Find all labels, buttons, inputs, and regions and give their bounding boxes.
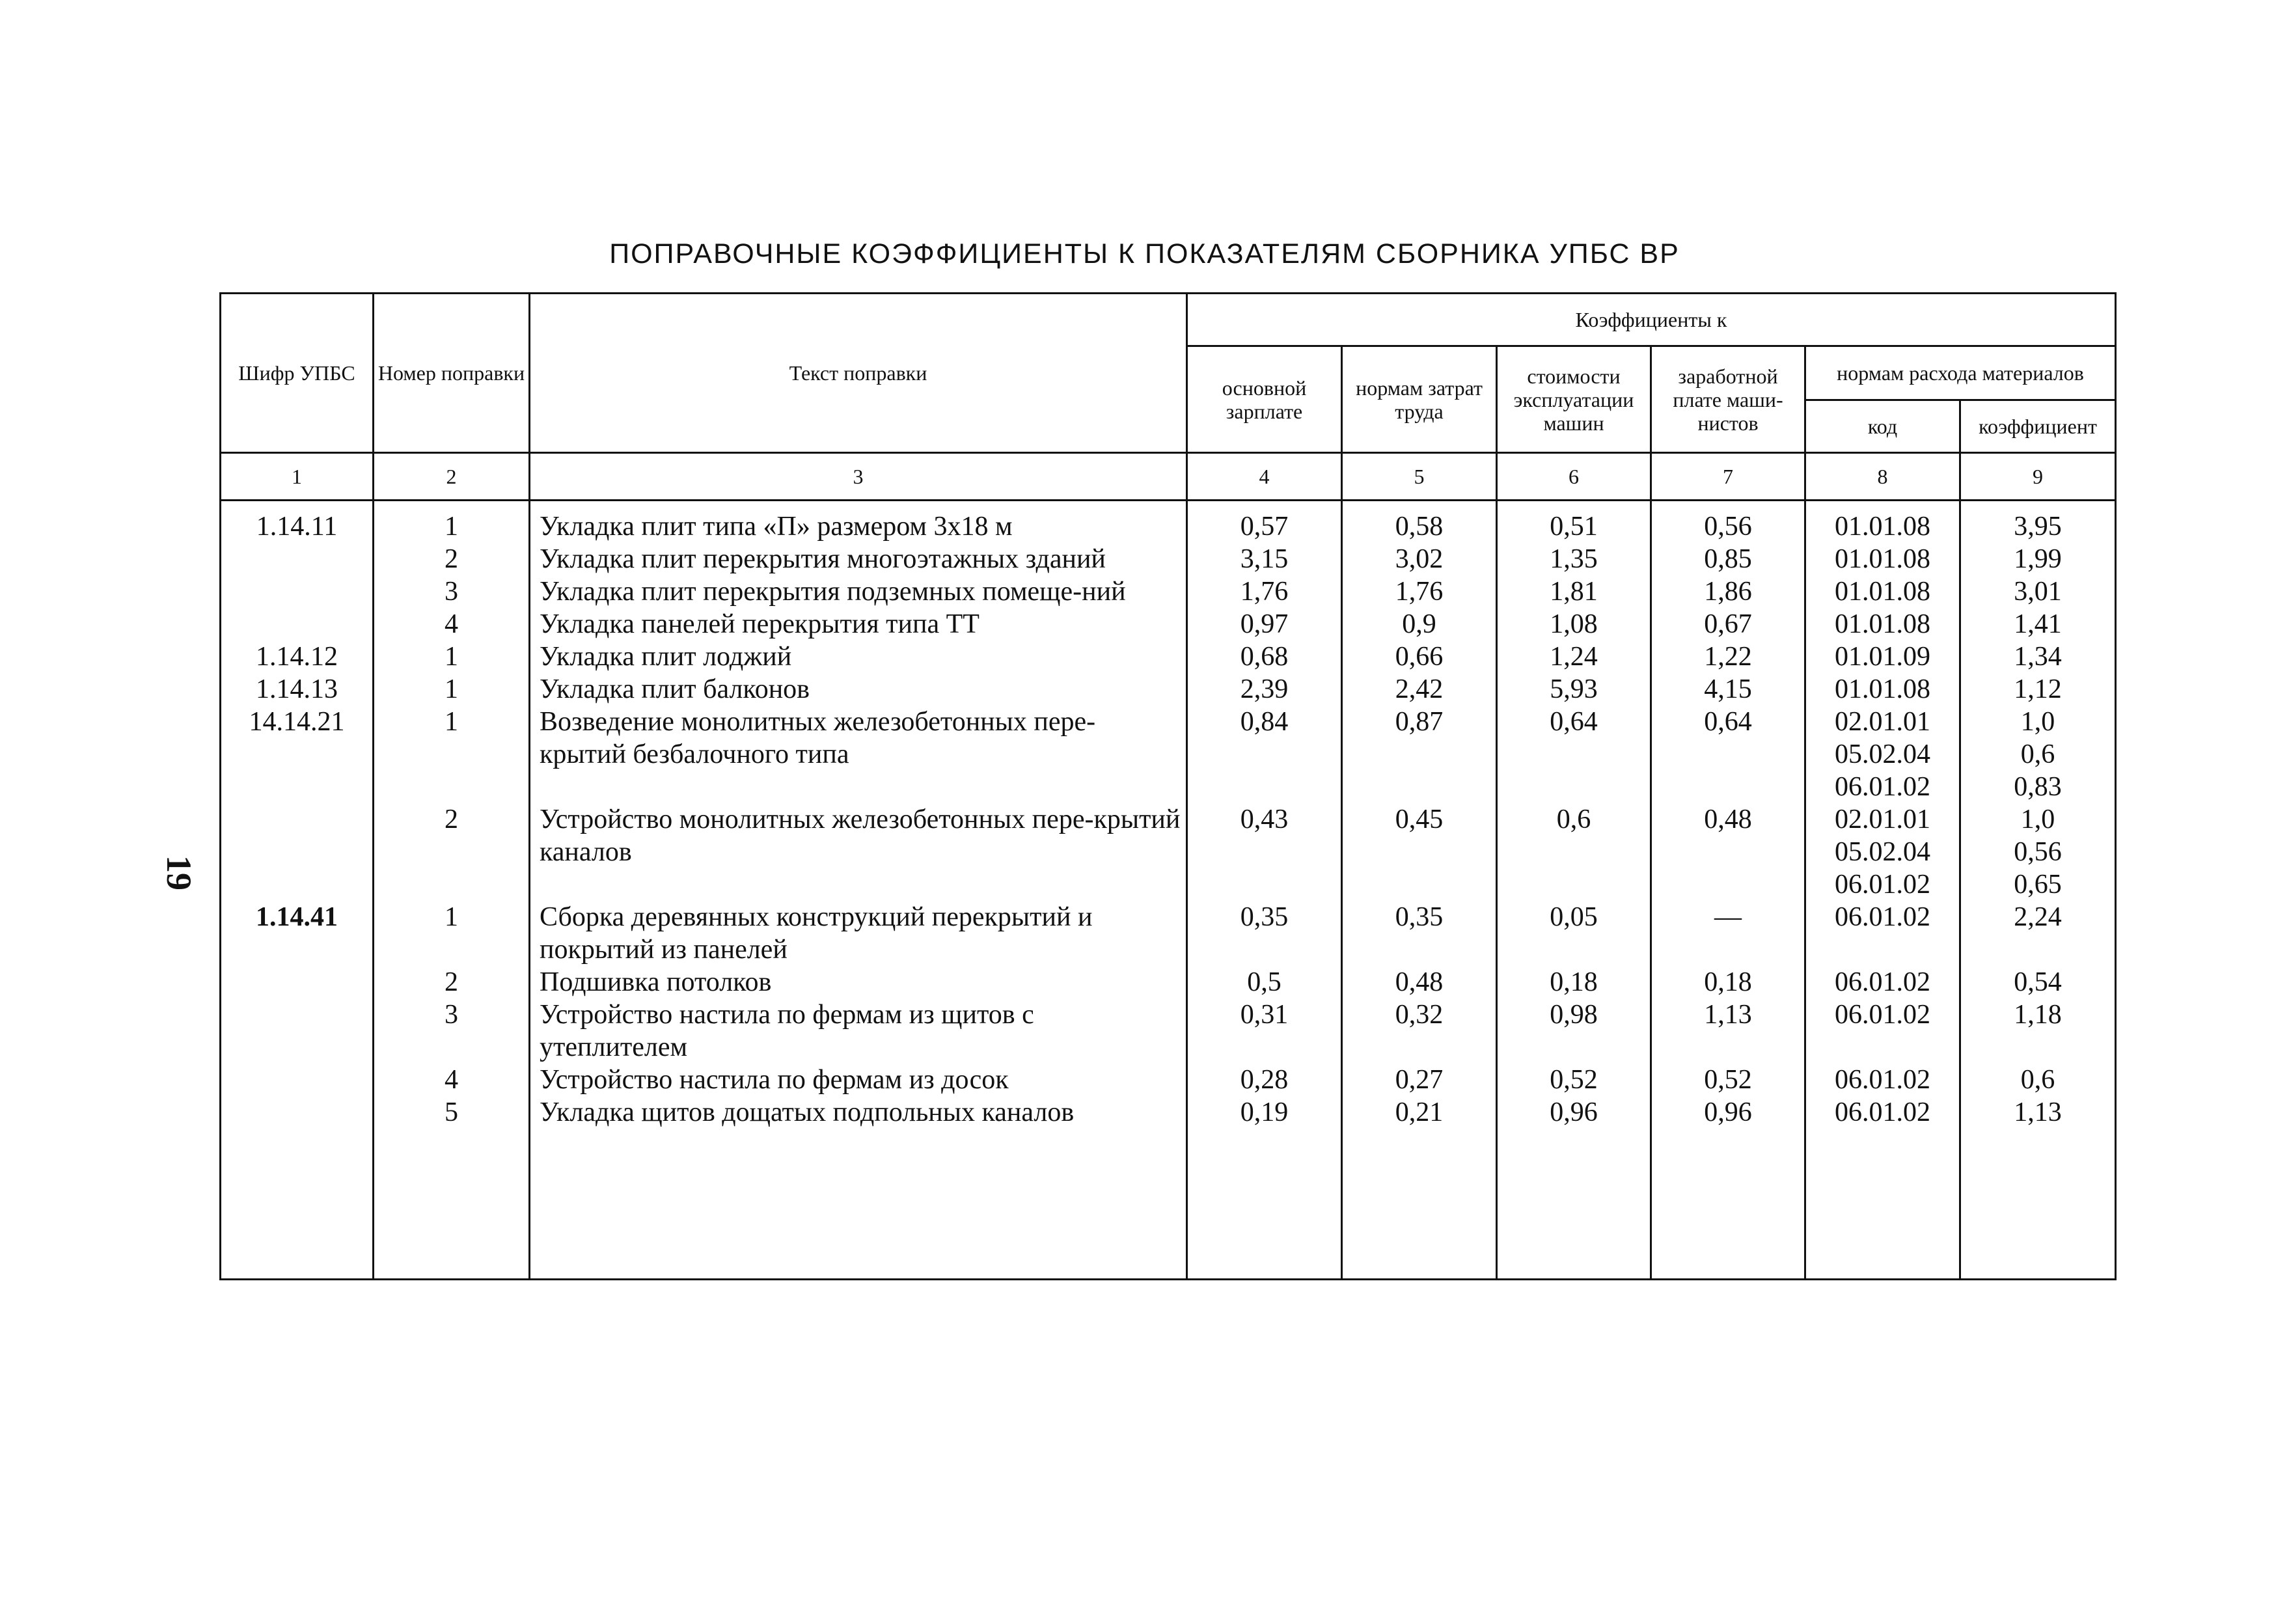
cell-osnovnoy: 0,84 — [1187, 706, 1342, 803]
cell-tekst: Устройство монолитных железобетонных пере-крытий каналов — [530, 803, 1187, 901]
cell-tekst: Устройство настила по фермам из щитов с утеплителем — [530, 998, 1187, 1064]
cell-normam-truda: 3,02 — [1342, 543, 1497, 575]
cell-stoimosti: 0,52 — [1497, 1064, 1651, 1096]
header-tekst: Текст поправки — [530, 294, 1187, 453]
cell-stoimosti: 1,24 — [1497, 640, 1651, 673]
cell-normam-truda: 1,76 — [1342, 575, 1497, 608]
cell-zarplate-mash: 4,15 — [1651, 673, 1805, 706]
cell-nomer: 1 — [374, 673, 530, 706]
koef-value: 0,56 — [2014, 837, 2062, 867]
koef-value: 1,0 — [2020, 805, 2055, 834]
koef-value: 0,65 — [2014, 870, 2062, 900]
cell-tekst: Укладка плит перекрытия подземных помеще-ний — [530, 575, 1187, 608]
col-number: 9 — [1960, 453, 2116, 501]
col-number: 7 — [1651, 453, 1805, 501]
cell-tekst: Сборка деревянных конструкций перекрытий и покрытий из панелей — [530, 901, 1187, 966]
cell-shifr: 1.14.41 — [221, 901, 374, 966]
kod-value: 06.01.02 — [1835, 1097, 1930, 1127]
header-normam-truda: нормам затрат труда — [1342, 346, 1497, 453]
cell-kod — [1805, 510, 1960, 543]
cell-nomer: 4 — [374, 1064, 530, 1096]
cell-koefficient — [1960, 608, 2116, 640]
cell-stoimosti: 5,93 — [1497, 673, 1651, 706]
kod-value: 06.01.02 — [1835, 902, 1930, 932]
table-row — [221, 608, 2116, 640]
koef-value: 1,99 — [2014, 544, 2062, 574]
cell-nomer: 2 — [374, 966, 530, 998]
header-nomer: Номер поправки — [374, 294, 530, 453]
table-row — [221, 803, 2116, 901]
cell-koefficient — [1960, 673, 2116, 706]
col-number: 6 — [1497, 453, 1651, 501]
empty-cell — [530, 1129, 1187, 1280]
table-row — [221, 1096, 2116, 1129]
cell-osnovnoy: 0,68 — [1187, 640, 1342, 673]
cell-zarplate-mash: 0,18 — [1651, 966, 1805, 998]
cell-nomer: 1 — [374, 901, 530, 966]
table-row — [221, 966, 2116, 998]
cell-tekst: Укладка плит типа «П» размером 3х18 м — [530, 510, 1187, 543]
cell-kod — [1805, 803, 1960, 901]
cell-shifr — [221, 543, 374, 575]
col-number: 4 — [1187, 453, 1342, 501]
cell-kod — [1805, 543, 1960, 575]
cell-nomer: 2 — [374, 543, 530, 575]
header-shifr: Шифр УПБС — [221, 294, 374, 453]
cell-shifr: 1.14.12 — [221, 640, 374, 673]
cell-kod — [1805, 966, 1960, 998]
cell-shifr — [221, 575, 374, 608]
table-row — [221, 575, 2116, 608]
cell-stoimosti: 0,96 — [1497, 1096, 1651, 1129]
cell-kod — [1805, 640, 1960, 673]
cell-koefficient — [1960, 543, 2116, 575]
cell-kod — [1805, 608, 1960, 640]
cell-stoimosti: 0,05 — [1497, 901, 1651, 966]
cell-zarplate-mash: 1,86 — [1651, 575, 1805, 608]
koef-value: 3,95 — [2014, 512, 2062, 542]
table-body — [221, 501, 2116, 1280]
cell-zarplate-mash: 0,48 — [1651, 803, 1805, 901]
cell-koefficient — [1960, 1064, 2116, 1096]
cell-stoimosti: 0,98 — [1497, 998, 1651, 1064]
koef-value: 0,54 — [2014, 967, 2062, 997]
cell-kod — [1805, 998, 1960, 1064]
cell-stoimosti: 1,81 — [1497, 575, 1651, 608]
cell-shifr — [221, 998, 374, 1064]
table-header — [221, 294, 2116, 501]
cell-zarplate-mash: 1,13 — [1651, 998, 1805, 1064]
col-number: 2 — [374, 453, 530, 501]
cell-koefficient — [1960, 803, 2116, 901]
cell-osnovnoy: 1,76 — [1187, 575, 1342, 608]
header-stoimosti: стоимости эксплуатации машин — [1497, 346, 1651, 453]
empty-cell — [1342, 1129, 1497, 1280]
table-row — [221, 543, 2116, 575]
kod-value: 01.01.08 — [1835, 512, 1930, 542]
koef-value: 1,13 — [2014, 1097, 2062, 1127]
cell-nomer: 3 — [374, 575, 530, 608]
cell-osnovnoy: 0,57 — [1187, 510, 1342, 543]
cell-kod — [1805, 575, 1960, 608]
cell-zarplate-mash: 0,96 — [1651, 1096, 1805, 1129]
cell-nomer: 1 — [374, 510, 530, 543]
cell-osnovnoy: 3,15 — [1187, 543, 1342, 575]
koef-value: 0,83 — [2014, 772, 2062, 802]
cell-osnovnoy: 0,97 — [1187, 608, 1342, 640]
cell-stoimosti: 1,35 — [1497, 543, 1651, 575]
col-number: 5 — [1342, 453, 1497, 501]
cell-tekst: Устройство настила по фермам из досок — [530, 1064, 1187, 1096]
kod-value: 06.01.02 — [1835, 772, 1930, 802]
page-title: ПОПРАВОЧНЫЕ КОЭФФИЦИЕНТЫ К ПОКАЗАТЕЛЯМ СБОРНИКА УПБС ВР — [609, 238, 1680, 269]
koef-value: 1,41 — [2014, 609, 2062, 639]
cell-stoimosti: 0,51 — [1497, 510, 1651, 543]
header-normam-rashoda: нормам расхода материалов — [1805, 346, 2116, 400]
cell-zarplate-mash: — — [1651, 901, 1805, 966]
cell-shifr: 1.14.13 — [221, 673, 374, 706]
cell-koefficient — [1960, 575, 2116, 608]
cell-osnovnoy: 0,28 — [1187, 1064, 1342, 1096]
cell-zarplate-mash: 0,56 — [1651, 510, 1805, 543]
kod-value: 06.01.02 — [1835, 967, 1930, 997]
cell-nomer: 5 — [374, 1096, 530, 1129]
koef-value: 1,34 — [2014, 642, 2062, 672]
cell-tekst: Укладка щитов дощатых подпольных каналов — [530, 1096, 1187, 1129]
cell-zarplate-mash: 0,64 — [1651, 706, 1805, 803]
table-filler-row — [221, 1129, 2116, 1280]
cell-nomer: 2 — [374, 803, 530, 901]
cell-osnovnoy: 0,43 — [1187, 803, 1342, 901]
table-row — [221, 640, 2116, 673]
empty-cell — [1960, 1129, 2116, 1280]
empty-cell — [1651, 1129, 1805, 1280]
kod-value: 05.02.04 — [1835, 837, 1930, 867]
cell-shifr — [221, 608, 374, 640]
cell-normam-truda: 0,9 — [1342, 608, 1497, 640]
cell-osnovnoy: 0,35 — [1187, 901, 1342, 966]
cell-koefficient — [1960, 1096, 2116, 1129]
cell-kod — [1805, 673, 1960, 706]
table-row — [221, 673, 2116, 706]
page-number: 19 — [159, 855, 199, 890]
cell-normam-truda: 0,21 — [1342, 1096, 1497, 1129]
cell-shifr: 1.14.11 — [221, 510, 374, 543]
table-row — [221, 1064, 2116, 1096]
coefficients-table — [219, 292, 2117, 1280]
col-number: 8 — [1805, 453, 1960, 501]
cell-zarplate-mash: 0,85 — [1651, 543, 1805, 575]
koef-value: 1,12 — [2014, 674, 2062, 704]
cell-osnovnoy: 0,31 — [1187, 998, 1342, 1064]
empty-cell — [221, 1129, 374, 1280]
cell-shifr: 14.14.21 — [221, 706, 374, 803]
table-row — [221, 901, 2116, 966]
cell-normam-truda: 0,32 — [1342, 998, 1497, 1064]
col-number: 1 — [221, 453, 374, 501]
kod-value: 06.01.02 — [1835, 870, 1930, 900]
kod-value: 02.01.01 — [1835, 805, 1930, 834]
header-osnovnoy: основной зарплате — [1187, 346, 1342, 453]
kod-value: 01.01.08 — [1835, 577, 1930, 607]
cell-normam-truda: 0,35 — [1342, 901, 1497, 966]
cell-osnovnoy: 2,39 — [1187, 673, 1342, 706]
cell-nomer: 1 — [374, 640, 530, 673]
cell-shifr — [221, 1096, 374, 1129]
empty-cell — [1187, 1129, 1342, 1280]
cell-zarplate-mash: 0,52 — [1651, 1064, 1805, 1096]
cell-kod — [1805, 1096, 1960, 1129]
header-zarplate-mash: заработной плате маши-нистов — [1651, 346, 1805, 453]
cell-stoimosti: 0,64 — [1497, 706, 1651, 803]
kod-value: 05.02.04 — [1835, 739, 1930, 769]
cell-koefficient — [1960, 901, 2116, 966]
cell-normam-truda: 2,42 — [1342, 673, 1497, 706]
cell-tekst: Укладка плит лоджий — [530, 640, 1187, 673]
cell-shifr — [221, 1064, 374, 1096]
table-row — [221, 706, 2116, 803]
kod-value: 01.01.09 — [1835, 642, 1930, 672]
cell-nomer: 3 — [374, 998, 530, 1064]
header-koef-group: Коэффициенты к — [1187, 294, 2116, 346]
cell-zarplate-mash: 1,22 — [1651, 640, 1805, 673]
cell-normam-truda: 0,48 — [1342, 966, 1497, 998]
header-koefficient: коэффициент — [1960, 400, 2116, 453]
koef-value: 1,18 — [2014, 1000, 2062, 1030]
cell-tekst: Укладка панелей перекрытия типа ТТ — [530, 608, 1187, 640]
cell-tekst: Возведение монолитных железобетонных пере-крытий безбалочного типа — [530, 706, 1187, 803]
header-kod: код — [1805, 400, 1960, 453]
kod-value: 01.01.08 — [1835, 544, 1930, 574]
table-row — [221, 998, 2116, 1064]
cell-normam-truda: 0,27 — [1342, 1064, 1497, 1096]
empty-cell — [1805, 1129, 1960, 1280]
kod-value: 01.01.08 — [1835, 609, 1930, 639]
cell-shifr — [221, 803, 374, 901]
cell-stoimosti: 0,18 — [1497, 966, 1651, 998]
table-row — [221, 510, 2116, 543]
cell-tekst: Укладка плит балконов — [530, 673, 1187, 706]
cell-kod — [1805, 706, 1960, 803]
cell-stoimosti: 0,6 — [1497, 803, 1651, 901]
cell-shifr — [221, 966, 374, 998]
empty-cell — [374, 1129, 530, 1280]
cell-kod — [1805, 1064, 1960, 1096]
koef-value: 1,0 — [2020, 707, 2055, 737]
cell-kod — [1805, 901, 1960, 966]
kod-value: 06.01.02 — [1835, 1000, 1930, 1030]
cell-normam-truda: 0,45 — [1342, 803, 1497, 901]
cell-normam-truda: 0,58 — [1342, 510, 1497, 543]
cell-stoimosti: 1,08 — [1497, 608, 1651, 640]
cell-koefficient — [1960, 998, 2116, 1064]
kod-value: 01.01.08 — [1835, 674, 1930, 704]
empty-cell — [1497, 1129, 1651, 1280]
cell-koefficient — [1960, 966, 2116, 998]
koef-value: 0,6 — [2020, 739, 2055, 769]
cell-tekst: Укладка плит перекрытия многоэтажных зданий — [530, 543, 1187, 575]
col-number: 3 — [530, 453, 1187, 501]
cell-normam-truda: 0,87 — [1342, 706, 1497, 803]
cell-zarplate-mash: 0,67 — [1651, 608, 1805, 640]
koef-value: 0,6 — [2020, 1065, 2055, 1095]
cell-nomer: 4 — [374, 608, 530, 640]
koef-value: 2,24 — [2014, 902, 2062, 932]
kod-value: 02.01.01 — [1835, 707, 1930, 737]
cell-koefficient — [1960, 510, 2116, 543]
cell-nomer: 1 — [374, 706, 530, 803]
kod-value: 06.01.02 — [1835, 1065, 1930, 1095]
cell-osnovnoy: 0,5 — [1187, 966, 1342, 998]
cell-koefficient — [1960, 706, 2116, 803]
cell-osnovnoy: 0,19 — [1187, 1096, 1342, 1129]
koef-value: 3,01 — [2014, 577, 2062, 607]
cell-normam-truda: 0,66 — [1342, 640, 1497, 673]
cell-tekst: Подшивка потолков — [530, 966, 1187, 998]
cell-koefficient — [1960, 640, 2116, 673]
